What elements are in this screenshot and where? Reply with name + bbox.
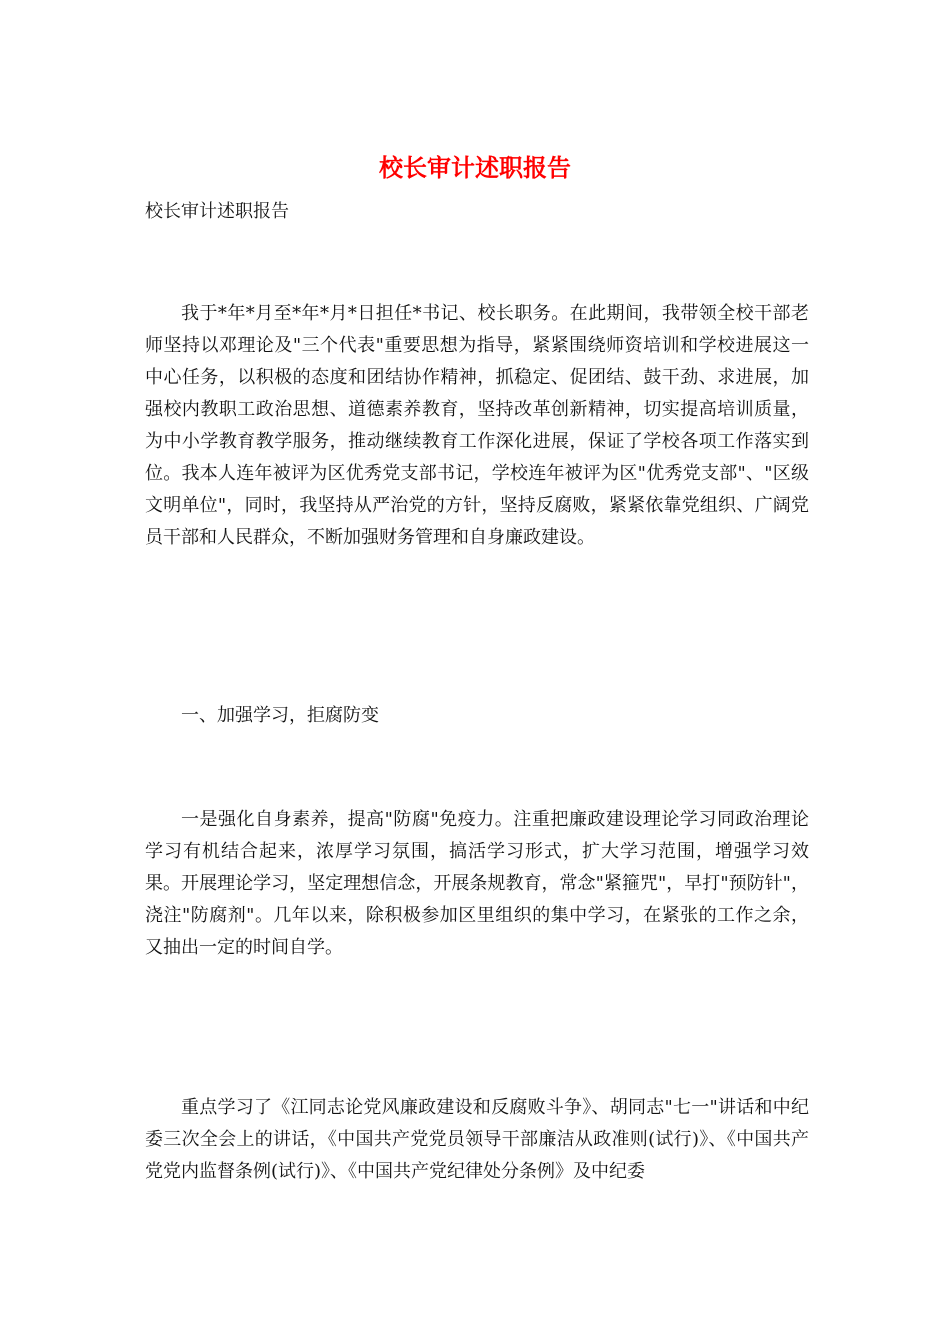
section-heading: 一、加强学习，拒腐防变	[181, 705, 379, 726]
body-paragraph: 重点学习了《江同志论党风廉政建设和反腐败斗争》、胡同志"七一"讲话和中纪委三次全会上的讲话，《中国共产党党员领导干部廉洁从政准则(试行)》、《中国共产党党内监督条例(试行)》、《中国共产党纪律处分条例》及中纪委	[145, 1097, 809, 1182]
body-paragraph: 一是强化自身素养，提高"防腐"免疫力。注重把廉政建设理论学习同政治理论学习有机结合起来，浓厚学习氛围，搞活学习形式，扩大学习范围，增强学习效果。开展理论学习，坚定理想信念，开展条规教育，常念"紧箍咒"，早打"预防针"，浇注"防腐剂"。几年以来，除积极参加区里组织的集中学习，在紧张的工作之余，又抽出一定的时间自学。	[145, 809, 809, 958]
document-title: 校长审计述职报告	[379, 153, 571, 182]
body-paragraph: 我于*年*月至*年*月*日担任*书记、校长职务。在此期间，我带领全校干部老师坚持以邓理论及"三个代表"重要思想为指导，紧紧围绕师资培训和学校进展这一中心任务，以积极的态度和团结协作精神，抓稳定、促团结、鼓干劲、求进展，加强校内教职工政治思想、道德素养教育，坚持改革创新精神，切实提高培训质量，为中小学教育教学服务，推动继续教育工作深化进展，保证了学校各项工作落实到位。我本人连年被评为区优秀党支部书记，学校连年被评为区"优秀党支部"、"区级文明单位"，同时，我坚持从严治党的方针，坚持反腐败，紧紧依靠党组织、广阔党员干部和人民群众，不断加强财务管理和自身廉政建设。	[145, 303, 809, 548]
document-subtitle: 校长审计述职报告	[145, 201, 289, 222]
